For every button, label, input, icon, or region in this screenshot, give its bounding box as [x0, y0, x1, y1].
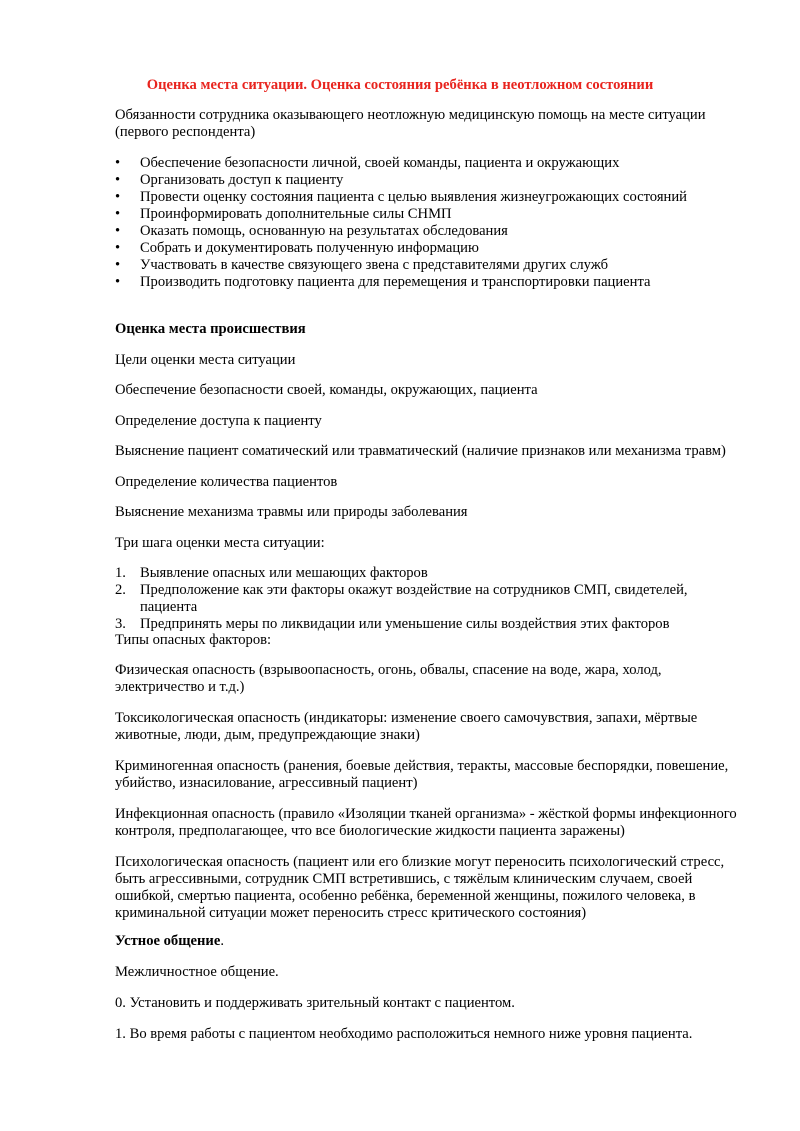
- hazard-paragraph: Криминогенная опасность (ранения, боевые действия, теракты, массовые беспорядки, повешение, убийство, изнасилование, агрессивный пациент): [115, 758, 729, 791]
- rule-paragraph: 0. Установить и поддерживать зрительный контакт с пациентом.: [115, 995, 515, 1011]
- list-item: [115, 582, 745, 616]
- hazard-paragraph: Инфекционная опасность (правило «Изоляции тканей организма» - жёсткой формы инфекционного контроля, предполагающее, что все биологические жидкости пациента заражены): [115, 806, 737, 839]
- step-number: 2.: [115, 582, 126, 598]
- goals-heading: Цели оценки места ситуации: [115, 352, 296, 368]
- oral-heading-text: Устное общение: [115, 933, 221, 949]
- duties-list: [115, 155, 745, 291]
- list-item: • Проинформировать дополнительные силы СНМП: [115, 206, 745, 223]
- list-item: • Производить подготовку пациента для перемещения и транспортировки пациента: [115, 274, 745, 291]
- oral-heading-period: .: [220, 933, 224, 949]
- step-number: 1.: [115, 565, 126, 581]
- hazard-paragraph: Физическая опасность (взрывоопасность, огонь, обвалы, спасение на воде, жара, холод, электричество и т.д.): [115, 662, 662, 695]
- oral-heading: [115, 933, 745, 950]
- list-item: [115, 616, 745, 633]
- steps-list: [115, 565, 745, 633]
- intro-paragraph: Обязанности сотрудника оказывающего неотложную медицинскую помощь на месте ситуации (первого респондента): [115, 107, 706, 140]
- document-title: Оценка места ситуации. Оценка состояния ребёнка в неотложном состоянии: [146, 77, 654, 93]
- goal-item: Определение доступа к пациенту: [115, 413, 322, 429]
- step-text: Предположение как эти факторы окажут воздействие на сотрудников СМП, свидетелей, пациента: [140, 582, 688, 615]
- hazard-paragraph: Психологическая опасность (пациент или его близкие могут переносить психологический стресс, быть агрессивными, сотрудник СМП встретившись, с тяжёлым клиническим случаем, своей ошибкой, смертью пациента, особенно ребёнка, беременной женщины, пожилого человека, в криминальной ситуации может переносить стресс критического состояния): [115, 854, 725, 921]
- interpersonal-paragraph: Межличностное общение.: [115, 964, 279, 980]
- list-item: [115, 565, 745, 582]
- goal-item: Выяснение пациент соматический или травматический (наличие признаков или механизма травм): [115, 443, 726, 459]
- list-item: • Оказать помощь, основанную на результатах обследования: [115, 223, 745, 240]
- step-text: Предпринять меры по ликвидации или уменьшение силы воздействия этих факторов: [140, 616, 670, 632]
- list-item: • Участвовать в качестве связующего звена с представителями других служб: [115, 257, 745, 274]
- list-item: • Собрать и документировать полученную информацию: [115, 240, 745, 257]
- hazards-heading: Типы опасных факторов:: [115, 632, 272, 648]
- section-heading: Оценка места происшествия: [115, 321, 306, 337]
- goal-item: Определение количества пациентов: [115, 474, 338, 490]
- goal-item: Обеспечение безопасности своей, команды, окружающих, пациента: [115, 382, 538, 398]
- steps-heading: Три шага оценки места ситуации:: [115, 535, 325, 551]
- list-item: • Обеспечение безопасности личной, своей команды, пациента и окружающих: [115, 155, 745, 172]
- hazard-paragraph: Токсикологическая опасность (индикаторы: изменение своего самочувствия, запахи, мёртвые животные, люди, дым, предупреждающие знаки): [115, 710, 698, 743]
- rule-paragraph: 1. Во время работы с пациентом необходимо расположиться немного ниже уровня пациента.: [115, 1026, 693, 1042]
- list-item: • Организовать доступ к пациенту: [115, 172, 745, 189]
- step-text: Выявление опасных или мешающих факторов: [140, 565, 428, 581]
- list-item: • Провести оценку состояния пациента с целью выявления жизнеугрожающих состояний: [115, 189, 745, 206]
- goal-item: Выяснение механизма травмы или природы заболевания: [115, 504, 468, 520]
- step-number: 3.: [115, 616, 126, 632]
